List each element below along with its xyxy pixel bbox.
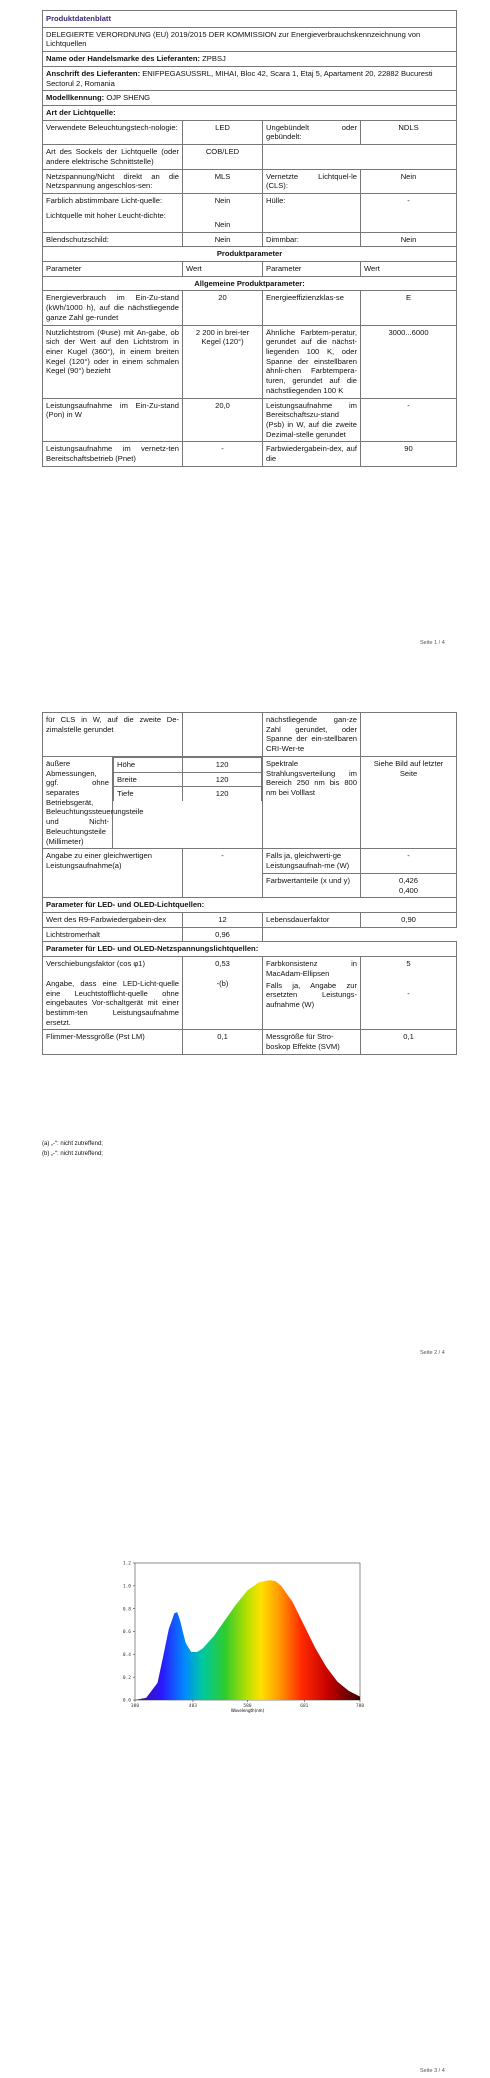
row-value-2: NDLS <box>361 120 457 144</box>
page-3 <box>0 1425 490 2078</box>
document-title: Produktdatenblatt <box>43 11 457 28</box>
y-tick-label: 0.6 <box>122 1630 131 1636</box>
row-label: Art des Sockels der Lichtquelle (oder andere elektrische Schnittstelle) <box>43 145 183 169</box>
table-row <box>43 232 457 247</box>
table-row <box>43 120 457 144</box>
x-tick-label: 380 <box>130 1704 140 1709</box>
footnotes <box>42 1140 103 1159</box>
row-label: Verwendete Beleuchtungstech-nologie: <box>43 120 183 144</box>
equiv-label-2: Falls ja, gleichwerti-ge Leistungsaufnah-me (W) <box>263 849 361 873</box>
table-row <box>43 1030 457 1054</box>
empty-cell <box>361 713 457 757</box>
empty-cell <box>263 145 457 169</box>
empty-cell <box>263 927 457 942</box>
row-label <box>43 194 183 232</box>
shift-value: 0,53 <box>215 959 230 969</box>
r9-label: Wert des R9-Farbwiedergabein-dex <box>43 912 183 927</box>
y-tick-label: 0.4 <box>122 1652 131 1658</box>
row-label-2: Farbwiedergabein-dex, auf die <box>263 442 361 466</box>
row-value: 20 <box>183 291 263 325</box>
row-label-a: Farblich abstimmbare Licht-quelle: <box>46 196 163 206</box>
shift-label: Verschiebungsfaktor (cos φ1) <box>46 959 146 969</box>
page-footer: Seite 1 / 4 <box>420 640 445 646</box>
datasheet-table-1 <box>42 10 457 467</box>
supplier-address-label: Anschrift des Lieferanten: <box>46 68 141 78</box>
row-label-2: Hülle: <box>263 194 361 232</box>
regulation-text: DELEGIERTE VERORDNUNG (EU) 2019/2015 DER KOMMISSION zur Energieverbrauchskennzeichnung von Lichtquellen <box>43 27 457 51</box>
row-value <box>183 194 263 232</box>
table-row <box>43 912 457 927</box>
consist-value: 5 <box>406 959 411 969</box>
model-value: OJP SHENG <box>106 93 151 103</box>
spectral-label: Spektrale Strahlungsverteilung im Bereich 250 nm bis 800 nm bei Volllast <box>263 756 361 848</box>
footnote-a: (a) „-“: nicht zutreffend; <box>42 1141 103 1147</box>
y-tick-label: 0.8 <box>122 1607 131 1613</box>
table-row <box>43 849 457 873</box>
row-label: Nutzlichtstrom (Φuse) mit An-gabe, ob sich der Wert auf den Lichtstrom in einer Kugel (360°), in einem breiten Kegel (120°) oder in einem schmalen Kegel (90°) bezieht <box>43 325 183 398</box>
row-value: COB/LED <box>183 145 263 169</box>
equiv-value-2: - <box>361 849 457 873</box>
spectral-value: Siehe Bild auf letzter Seite <box>361 756 457 848</box>
row-label-b: Lichtquelle mit hoher Leucht-dichte: <box>46 210 166 220</box>
row-label: Blendschutzschild: <box>43 232 183 247</box>
row-value-2: - <box>361 194 457 232</box>
table-row <box>43 291 457 325</box>
header-param-2: Parameter <box>263 261 361 276</box>
row-label-2: Dimmbar: <box>263 232 361 247</box>
claim-label: Angabe, dass eine LED-Licht-quelle eine Leuchtstofflicht-quelle ohne eingebautes Vor-schaltgerät mit einer bestimm-ten Leistungsaufnahme ersetzt. <box>46 978 180 1027</box>
supplier-name-value: ZPBSJ <box>202 54 226 64</box>
equiv-label: Angabe zu einer gleichwertigen Leistungsaufnahme(a) <box>43 849 183 898</box>
row-label-2: Vernetzte Lichtquel-le (CLS): <box>263 169 361 193</box>
table-header-row <box>43 261 457 276</box>
row-value: 20,0 <box>183 398 263 442</box>
y-tick-label: 1.0 <box>122 1584 131 1590</box>
row-label-2: Ähnliche Farbtem-peratur, gerundet auf die nächst-liegenden 100 K, oder Spanne der einstellbaren ähnli-chen Farbtempera-turen, gerundet auf die nächstliegenden 100 K <box>263 325 361 398</box>
strobo-label: Messgröße für Stro-boskop Effekte (SVM) <box>263 1030 361 1054</box>
row-value: Nein <box>183 232 263 247</box>
x-tick-label: 681 <box>300 1704 309 1709</box>
table-row <box>43 145 457 169</box>
flicker-label: Flimmer-Messgröße (Pst LM) <box>43 1030 183 1054</box>
page-1 <box>0 0 490 650</box>
maint-label: Lichtstromerhalt <box>43 927 183 942</box>
table-row <box>43 957 457 1030</box>
table-row <box>43 325 457 398</box>
x-tick-label: 580 <box>243 1704 252 1709</box>
strobo-value: 0,1 <box>361 1030 457 1054</box>
y-tick-label: 0.2 <box>122 1675 131 1681</box>
model-row <box>43 91 457 106</box>
supplier-address-value: ENIFPEGASUSSRL, MIHAI, Bloc 42, Scara 1, Etaj 5, Apartament 20, 22882 Bucuresti Sectorul 2, Romania <box>46 68 433 88</box>
empty-cell <box>183 713 263 757</box>
maint-value: 0,96 <box>183 927 263 942</box>
life-value: 0,90 <box>361 912 457 927</box>
dim-name: Höhe <box>114 757 183 772</box>
x-tick-label: 483 <box>188 1704 198 1709</box>
shift-claim-value <box>183 957 263 1030</box>
row-value-b: Nein <box>214 219 231 229</box>
chroma-value: 0,426 0,400 <box>361 873 457 897</box>
footnote-b: (b) „-“: nicht zutreffend; <box>42 1150 103 1157</box>
consist-label: Farbkonsistenz in MacAdam-Ellipsen <box>266 959 358 978</box>
row-value: LED <box>183 120 263 144</box>
spectral-distribution-chart <box>0 1545 490 1805</box>
shift-claim-label <box>43 957 183 1030</box>
header-value-2: Wert <box>361 261 457 276</box>
led-oled-mains-heading: Parameter für LED- und OLED-Netzspannungslichtquellen: <box>43 942 457 957</box>
claim-value-2: - <box>407 988 410 998</box>
general-params-heading: Allgemeine Produktparameter: <box>43 276 457 291</box>
life-label: Lebensdauerfaktor <box>263 912 361 927</box>
row-value-2: 3000...6000 <box>361 325 457 398</box>
led-oled-heading: Parameter für LED- und OLED-Lichtquellen: <box>43 898 457 913</box>
dims-table <box>113 757 262 801</box>
table-row <box>43 756 457 848</box>
product-params-heading: Produktparameter <box>43 247 457 262</box>
table-row <box>43 169 457 193</box>
row-label: Leistungsaufnahme im Ein-Zu-stand (Pon) in W <box>43 398 183 442</box>
table-row <box>43 927 457 942</box>
table-row <box>43 398 457 442</box>
supplier-name-row <box>43 52 457 67</box>
consist-claim-value <box>361 957 457 1030</box>
equiv-value: - <box>183 849 263 898</box>
row-label-2: Leistungsaufnahme im Bereitschaftszu-stand (Psb) in W, auf die zweite Dezimal-stelle gerundet <box>263 398 361 442</box>
table-row <box>43 194 457 232</box>
r9-value: 12 <box>183 912 263 927</box>
dims-cell <box>113 756 263 848</box>
flicker-value: 0,1 <box>183 1030 263 1054</box>
page-footer: Seite 2 / 4 <box>420 1350 445 1356</box>
row-value-a: Nein <box>214 196 231 206</box>
dim-value: 120 <box>183 772 262 787</box>
row-value: - <box>183 442 263 466</box>
claim-value: -(b) <box>216 978 229 988</box>
dim-name: Tiefe <box>114 787 183 801</box>
page-2 <box>0 712 490 1362</box>
row-value-2: 90 <box>361 442 457 466</box>
y-tick-label: 0.0 <box>122 1698 131 1704</box>
row-value-2: E <box>361 291 457 325</box>
supplier-name-label: Name oder Handelsmarke des Lieferanten: <box>46 54 201 64</box>
spectrum-area <box>135 1580 360 1700</box>
x-tick-label: 780 <box>355 1704 365 1709</box>
row-value-2: Nein <box>361 232 457 247</box>
header-param: Parameter <box>43 261 183 276</box>
row-label-2: Ungebündelt oder gebündelt: <box>263 120 361 144</box>
row-label-2: nächstliegende gan-ze Zahl gerundet, oder Spanne der ein-stellbaren CRI-Wer-te <box>263 713 361 757</box>
row-value-2: Nein <box>361 169 457 193</box>
datasheet-table-2 <box>42 712 457 1055</box>
table-row <box>43 713 457 757</box>
row-label: Energieverbrauch im Ein-Zu-stand (kWh/1000 h), auf die nächstliegende ganze Zahl ge-rundet <box>43 291 183 325</box>
x-axis-label: Wavelength(nm) <box>230 1708 265 1713</box>
dim-value: 120 <box>183 787 262 801</box>
supplier-address-row <box>43 66 457 90</box>
page-footer: Seite 3 / 4 <box>420 2068 445 2074</box>
row-label: für CLS in W, auf die zweite De-zimalstelle gerundet <box>43 713 183 757</box>
claim-label-2: Falls ja, Angabe zur ersetzten Leistungs-aufnahme (W) <box>266 980 358 1009</box>
row-value-2: - <box>361 398 457 442</box>
table-row <box>43 442 457 466</box>
dim-value: 120 <box>183 757 262 772</box>
consist-claim-label <box>263 957 361 1030</box>
model-label: Modellkennung: <box>46 93 105 103</box>
row-label-2: Energieeffizienzklas-se <box>263 291 361 325</box>
chroma-label: Farbwertanteile (x und y) <box>263 873 361 897</box>
row-label: Leistungsaufnahme im vernetz-ten Bereitschaftsbetrieb (Pnet) <box>43 442 183 466</box>
row-value: 2 200 in brei-ter Kegel (120°) <box>183 325 263 398</box>
lightsource-type-heading: Art der Lichtquelle: <box>43 106 457 121</box>
dims-label: äußere Abmessungen, ggf. ohne separates Betriebsgerät, Beleuchtungssteuerungsteile und Nicht-Beleuchtungsteile (Millimeter) <box>43 756 113 848</box>
header-value: Wert <box>183 261 263 276</box>
row-label: Netzspannung/Nicht direkt an die Netzspannung angeschlos-sen: <box>43 169 183 193</box>
dim-name: Breite <box>114 772 183 787</box>
y-tick-label: 1.2 <box>122 1561 131 1567</box>
row-value: MLS <box>183 169 263 193</box>
